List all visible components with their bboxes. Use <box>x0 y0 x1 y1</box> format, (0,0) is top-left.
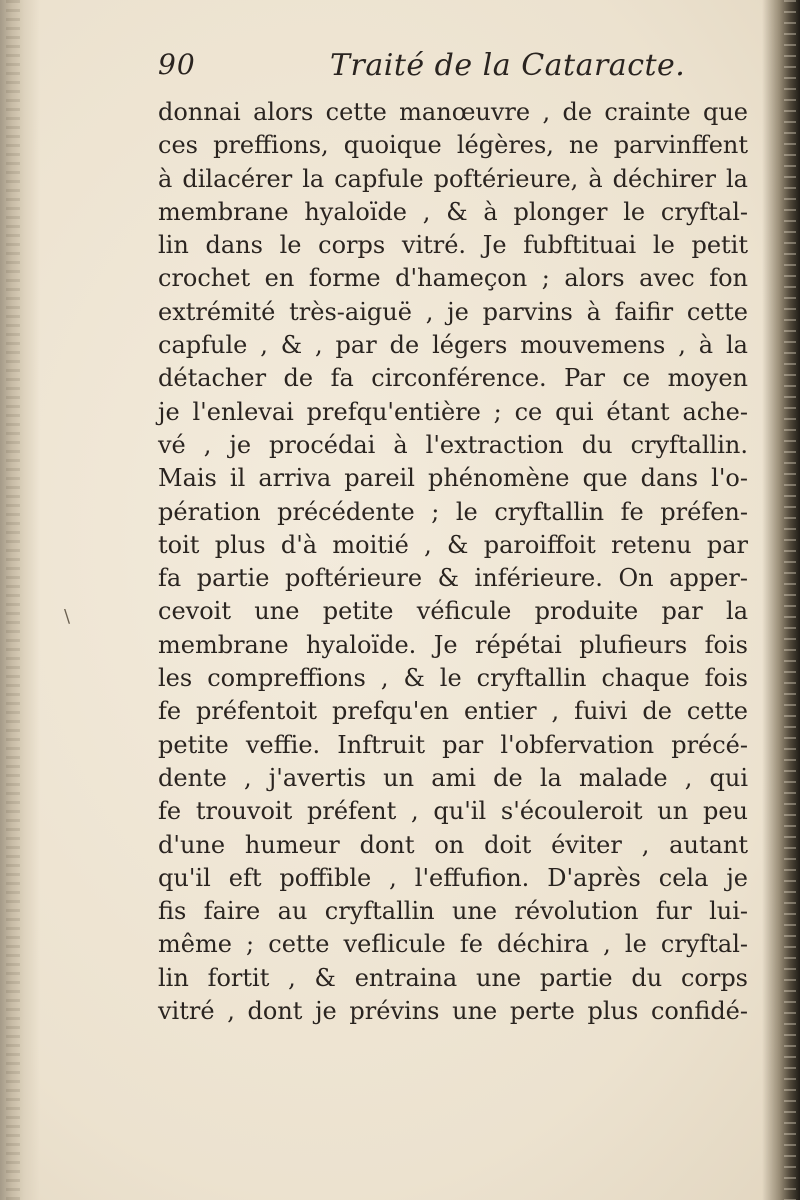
text-line: membrane hyaloïde , & à plonger le cryftal- <box>158 197 748 226</box>
text-line: fe préfentoit prefqu'en entier , fuivi de cette <box>158 697 748 726</box>
text-line: je l'enlevai prefqu'entière ; ce qui étant ache- <box>158 397 748 426</box>
text-line: d'une humeur dont on doit éviter , autant <box>158 830 748 859</box>
text-line: capfule , & , par de légers mouvemens , à la <box>158 331 748 360</box>
text-line: dente , j'avertis un ami de la malade , qui <box>158 763 748 792</box>
text-line: crochet en forme d'hameçon ; alors avec fon <box>158 264 748 293</box>
page-edge-shadow <box>762 0 800 1200</box>
text-line: donnai alors cette manœuvre , de crainte que <box>158 98 748 126</box>
page-number: 90 <box>158 48 196 81</box>
text-line: à dilacérer la capfule poftérieure, à déchirer la <box>158 164 748 193</box>
text-line: toit plus d'à moitié , & paroiffoit retenu par <box>158 530 748 559</box>
text-line: fa partie poftérieure & inférieure. On apper- <box>158 564 748 593</box>
margin-mark-icon: \ <box>64 606 71 627</box>
text-line: cevoit une petite véficule produite par la <box>158 597 748 626</box>
text-line: Mais il arriva pareil phénomène que dans l'o- <box>158 464 748 493</box>
text-line: lin fortit , & entraina une partie du corps <box>158 963 748 992</box>
text-line: extrémité très-aiguë , je parvins à faifir cette <box>158 297 748 326</box>
text-line: qu'il eft poffible , l'effufion. D'après cela je <box>158 863 748 892</box>
page-gutter-shadow <box>0 0 40 1200</box>
text-line: vitré , dont je prévins une perte plus confidé- <box>158 997 748 1026</box>
body-text <box>158 96 748 1028</box>
text-line: les compreffions , & le cryftallin chaque fois <box>158 664 748 693</box>
text-line: membrane hyaloïde. Je répétai plufieurs fois <box>158 630 748 659</box>
text-line: fis faire au cryftallin une révolution fur lui- <box>158 897 748 926</box>
text-line: vé , je procédai à l'extraction du cryftallin. <box>158 430 748 459</box>
text-line: fe trouvoit préfent , qu'il s'écouleroit un peu <box>158 797 748 826</box>
text-line: pération précédente ; le cryftallin fe préfen- <box>158 497 748 526</box>
text-line: même ; cette veflicule fe déchira , le cryftal- <box>158 930 748 959</box>
text-line: petite veffie. Inftruit par l'obfervation précé- <box>158 730 748 759</box>
text-line: lin dans le corps vitré. Je fubftituai le petit <box>158 231 748 260</box>
page-header <box>0 48 800 88</box>
text-line: détacher de fa circonférence. Par ce moyen <box>158 364 748 393</box>
text-line: ces preffions, quoique légères, ne parvinffent <box>158 131 748 160</box>
running-title: Traité de la Cataracte. <box>330 48 686 83</box>
